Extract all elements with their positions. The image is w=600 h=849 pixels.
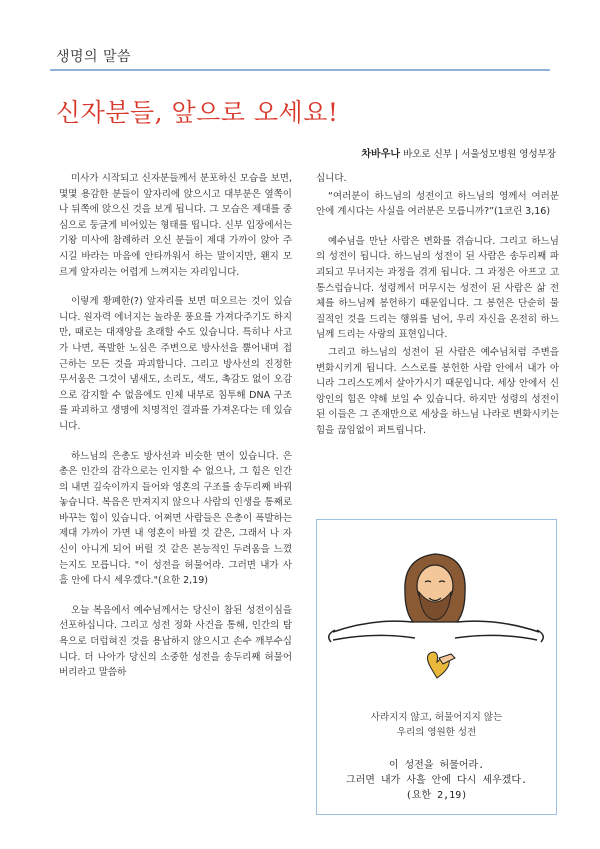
right-column	[316, 171, 559, 453]
caption-line: 우리의 영원한 성전	[396, 727, 477, 738]
verse-reference: (요한 2,19)	[405, 790, 468, 801]
author-name: 차바우나	[361, 149, 401, 160]
verse-line: 그러면 내가 사흘 안에 다시 세우겠다.	[345, 775, 528, 786]
paragraph: 그리고 하느님의 성전이 된 사람은 예수님처럼 주변을 변화시키게 됩니다. 스스로를 봉헌한 사람 안에서 내가 아니라 그리스도께서 살아가시기 때문입니다. 세상 안에서 신앙인의 힘은 약해 보일 수 있습니다. 하지만 성령의 성전이 된 이들은 그 존재만으로 세상을 하느님 나라로 변화시키는 힘을 끊임없이 퍼트립니다.	[316, 346, 559, 436]
quote-box	[316, 519, 557, 815]
verse-block	[317, 758, 556, 803]
byline	[361, 145, 556, 160]
paragraph: 하느님의 은총도 방사선과 비슷한 면이 있습니다. 은총은 인간의 감각으로는 인지할 수 없으나, 그 힘은 인간의 내면 깊숙이까지 들어와 영혼의 구조를 송두리째 바꿔놓습니다. 복음은 만져지지 않으나 사람의 인생을 통째로 바꾸는 힘이 있습니다. 어쩌면 사람들은 은총이 폭발하는 제대 가까이 가면 내 영혼이 바뀔 것 같은, 그래서 나 자신이 아니게 되어 버릴 것 같은 본능적인 두려움을 느꼈는지도 모릅니다. "이 성전을 허물어라. 그러면 내가 사흘 안에 다시 세우겠다."(요한 2,19)	[59, 450, 292, 587]
right-arm-lower	[455, 635, 537, 640]
verse-line: 이 성전을 허물어라.	[388, 760, 485, 771]
section-rule	[50, 69, 550, 71]
left-arm-lower	[333, 635, 415, 640]
paragraph: 미사가 시작되고 신자분들께서 분포하신 모습을 보면, 몇몇 용감한 분들이 앞자리에 앉으시고 대부분은 옆쪽이나 뒤쪽에 앉으신 것을 보게 됩니다. 그 모습은 제대를 중심으로 둥글게 비어있는 형태를 띱니다. 신부 입장에서는 기왕 미사에 참례하러 오신 분들이 제대 가까이 앉아 주시길 바라는 마음에 안타까워서 하는 말이지만, 왠지 모르게 앞자리는 어렵게 느껴지는 자리입니다.	[59, 173, 292, 278]
scripture-quote: “여러분이 하느님의 성전이고 하느님의 영께서 여러분 안에 계시다는 사실을 여러분은 모릅니까?”(1코린 3,16)	[316, 190, 559, 218]
paragraph: 이렇게 황폐한(?) 앞자리를 보면 떠오르는 것이 있습니다. 원자력 에너지는 놀라운 풍요를 가져다주기도 하지만, 때로는 대재앙을 초래할 수도 있습니다. 특히나 사고가 나면, 폭발한 노심은 주변으로 방사선을 뿜어내며 접근하는 모든 것을 파괴합니다. 그리고 방사선의 진정한 무서움은 그것이 냄새도, 소리도, 색도, 촉감도 없이 오감으로 감지할 수 없음에도 인체 내부로 침투해 DNA 구조를 파괴하고 생명에 치명적인 결과를 가져온다는 데 있습니다.	[59, 296, 292, 432]
paragraph: 예수님을 만난 사람은 변화를 겪습니다. 그리고 하느님의 성전이 됩니다. 하느님의 성전이 된 사람은 송두리째 파괴되고 무너지는 과정을 겪게 됩니다. 그 과정은 아프고 고통스럽습니다. 성령께서 머무시는 성전이 된 사람은 삶 전체를 하느님께 봉헌하기 때문입니다. 그 봉헌은 단순히 물질적인 것을 드리는 행위를 넘어, 우리 자신을 온전히 하느님께 드리는 사랑의 표현입니다.	[316, 235, 559, 341]
left-arm	[333, 621, 413, 632]
author-details: 바오로 신부 | 서울성모병원 영성부장	[403, 149, 556, 160]
paragraph: 오늘 복음에서 예수님께서는 당신이 참된 성전이심을 선포하십니다. 그리고 성전 정화 사건을 통해, 인간의 탐욕으로 더럽혀진 것을 용납하지 않으시고 손수 깨부수십니다. 더 나아가 당신의 소중한 성전을 송두리째 허물어 버리라고 말씀하	[59, 604, 292, 679]
section-label: 생명의 말씀	[56, 49, 132, 65]
pointing-hand	[439, 654, 455, 664]
article-title: 신자분들, 앞으로 오세요!	[56, 98, 339, 127]
paragraph-continuation: 십니다.	[316, 173, 347, 184]
jesus-illustration	[317, 540, 555, 700]
caption-line: 사라지지 않고, 허물어지지 않는	[370, 712, 503, 723]
illustration-caption	[317, 710, 556, 740]
right-arm	[457, 621, 539, 632]
left-column	[59, 171, 292, 695]
